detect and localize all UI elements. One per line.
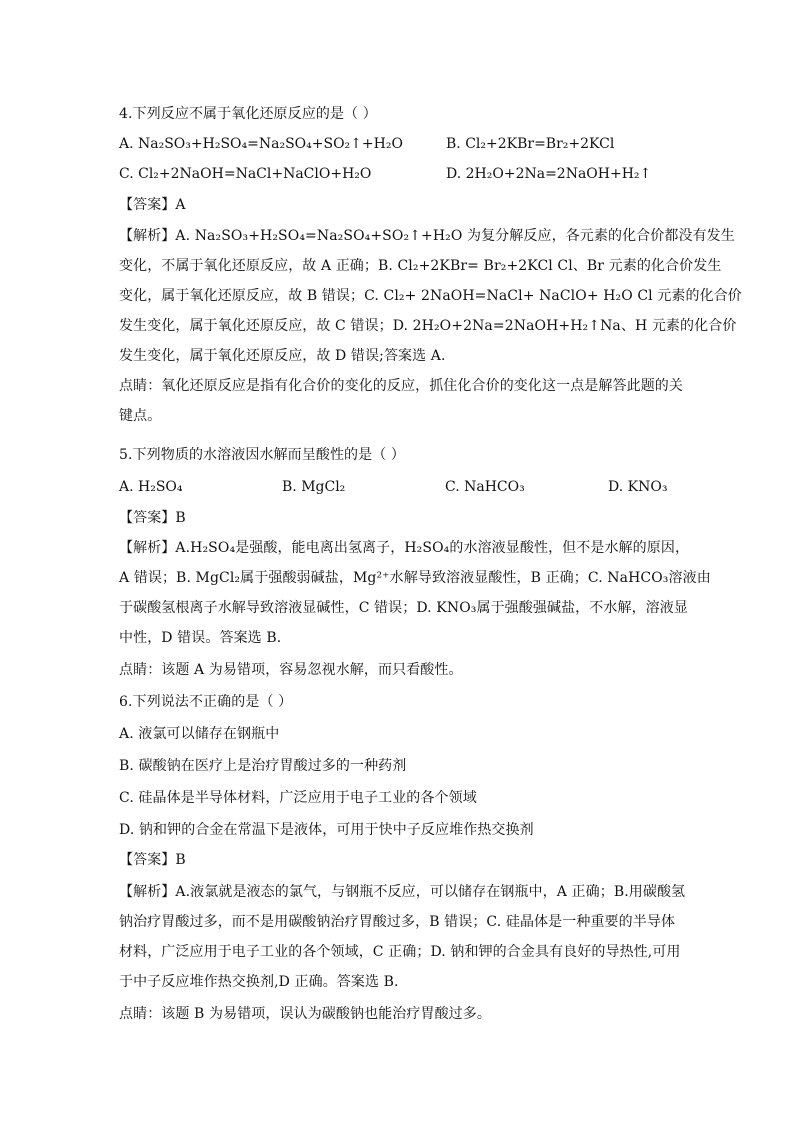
- q5-option-c: C. NaHCO₃: [445, 479, 525, 495]
- q6-stem: 6.下列说法不正确的是（ ）: [119, 694, 293, 710]
- q6-answer: 【答案】B: [119, 852, 186, 868]
- q6-analysis-line: 【解析】A.液氯就是液态的氯气，与钢瓶不反应，可以储存在钢瓶中，A 正确；B.用碳酸氢: [119, 884, 686, 900]
- q4-analysis-line: 发生变化，属于氧化还原反应，故 C 错误；D. 2H₂O+2Na=2NaOH+H₂↑Na、H 元素的化合价: [119, 318, 737, 334]
- q4-analysis-line: 变化，属于氧化还原反应，故 B 错误；C. Cl₂+ 2NaOH=NaCl+ NaClO+ H₂O Cl 元素的化合价: [119, 288, 742, 304]
- q5-stem: 5.下列物质的水溶液因水解而呈酸性的是（ ）: [119, 447, 406, 463]
- q4-analysis-line: 变化，不属于氧化还原反应，故 A 正确；B. Cl₂+2KBr= Br₂+2KCl Cl、Br 元素的化合价发生: [119, 258, 722, 274]
- q6-option-d: D. 钠和钾的合金在常温下是液体，可用于快中子反应堆作热交换剂: [119, 822, 534, 838]
- q4-option-d: D. 2H₂O+2Na=2NaOH+H₂↑: [446, 166, 652, 182]
- q4-analysis-line: 发生变化，属于氧化还原反应，故 D 错误;答案选 A.: [119, 348, 446, 364]
- q4-option-a: A. Na₂SO₃+H₂SO₄=Na₂SO₄+SO₂↑+H₂O: [119, 136, 403, 152]
- q5-option-d: D. KNO₃: [608, 479, 668, 495]
- q4-answer: 【答案】A: [119, 197, 186, 213]
- q6-analysis-line: 材料，广泛应用于电子工业的各个领域，C 正确；D. 钠和钾的合金具有良好的导热性,可用: [119, 944, 681, 960]
- q4-note-line: 键点。: [119, 408, 162, 424]
- q6-analysis-line: 钠治疗胃酸过多，而不是用碳酸钠治疗胃酸过多，B 错误；C. 硅晶体是一种重要的半导体: [119, 914, 676, 930]
- q6-analysis-line: 于中子反应堆作热交换剂,D 正确。答案选 B.: [119, 974, 399, 990]
- q5-analysis-line: 【解析】A.H₂SO₄是强酸，能电离出氢离子，H₂SO₄的水溶液显酸性，但不是水解的原因，: [119, 540, 690, 556]
- q4-option-c: C. Cl₂+2NaOH=NaCl+NaClO+H₂O: [119, 166, 372, 182]
- q5-answer: 【答案】B: [119, 510, 186, 526]
- q6-option-b: B. 碳酸钠在医疗上是治疗胃酸过多的一种药剂: [119, 758, 407, 774]
- q6-option-c: C. 硅晶体是半导体材料，广泛应用于电子工业的各个领域: [119, 790, 477, 806]
- q4-note-line: 点睛：氧化还原反应是指有化合价的变化的反应，抓住化合价的变化这一点是解答此题的关: [119, 378, 683, 394]
- q5-option-b: B. MgCl₂: [282, 479, 346, 495]
- q5-note-line: 点睛：该题 A 为易错项，容易忽视水解，而只看酸性。: [119, 662, 463, 678]
- q6-note-line: 点睛：该题 B 为易错项，误认为碳酸钠也能治疗胃酸过多。: [119, 1006, 491, 1022]
- q5-option-a: A. H₂SO₄: [119, 479, 183, 495]
- q6-option-a: A. 液氯可以储存在钢瓶中: [119, 726, 280, 742]
- q4-option-b: B. Cl₂+2KBr=Br₂+2KCl: [446, 136, 615, 152]
- q5-analysis-line: A 错误；B. MgCl₂属于强酸弱碱盐，Mg²⁺水解导致溶液显酸性，B 正确；C. NaHCO₃溶液由: [119, 570, 711, 586]
- q5-analysis-line: 于碳酸氢根离子水解导致溶液显碱性，C 错误；D. KNO₃属于强酸强碱盐，不水解，溶液显: [119, 600, 688, 616]
- q4-analysis-line: 【解析】A. Na₂SO₃+H₂SO₄=Na₂SO₄+SO₂↑+H₂O 为复分解反应，各元素的化合价都没有发生: [119, 228, 735, 244]
- q5-analysis-line: 中性，D 错误。答案选 B.: [119, 630, 282, 646]
- q4-stem: 4.下列反应不属于氧化还原反应的是（ ）: [119, 106, 377, 122]
